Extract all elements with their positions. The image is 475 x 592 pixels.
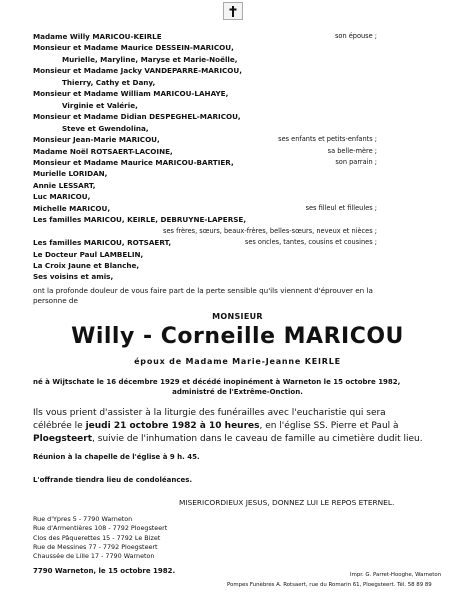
offrande-line: L'offrande tiendra lieu de condoléances. <box>33 476 193 484</box>
family-member-name: Annie LESSART, <box>33 180 96 190</box>
family-member-name: Madame Noël ROTSAERT-LACOINE, <box>33 146 173 156</box>
funeral-text: célébrée le <box>33 421 86 431</box>
deceased-name: Willy - Corneille MARICOU <box>71 324 404 349</box>
birth-line: né à Wijtschate le 16 décembre 1929 et décédé inopinément à Warneton le 15 octobre 1982, <box>33 378 401 386</box>
funeral-place: Ploegsteert <box>33 434 93 444</box>
cross-icon <box>223 2 243 20</box>
funeral-home-credit: Pompes Funèbres A. Rotsaert, rue du Romarin 61, Ploegsteert. Tél. 58 89 89 <box>227 582 432 588</box>
title-monsieur: MONSIEUR <box>212 312 263 321</box>
family-member-name: Ses voisins et amis, <box>33 272 114 282</box>
family-member-name: Virginie et Valérie, <box>62 100 138 110</box>
family-member-name: La Croix Jaune et Blanche, <box>33 261 140 270</box>
funeral-church: , en l'église SS. Pierre et Paul à <box>259 421 399 431</box>
printer-credit: Impr. G. Parret-Hooghe, Warneton <box>350 572 442 578</box>
family-relation: son épouse ; <box>334 32 377 40</box>
family-member-name: Les familles MARICOU, ROTSAERT, <box>33 238 172 248</box>
prayer-line: MISERICORDIEUX JESUS, DONNEZ LUI LE REPOS ETERNEL. <box>179 498 395 507</box>
family-member-name: Murielle LORIDAN, <box>33 169 108 179</box>
family-relation: ses oncles, tantes, cousins et cousines ; <box>244 238 377 247</box>
family-member-name: Les familles MARICOU, KEIRLE, DEBRUYNE-LAPERSE, <box>33 215 247 225</box>
address-line: Clos des Pâquerettes 15 - 7792 Le Bizet <box>33 533 161 542</box>
family-member-name: Steve et Gwendolina, <box>62 123 149 133</box>
family-member-name: Monsieur et Madame Maurice DESSEIN-MARICOU, <box>33 43 234 53</box>
family-member-name: Monsieur Jean-Marie MARICOU, <box>33 135 160 145</box>
address-line: Rue d'Ypres 5 - 7790 Warneton <box>33 515 133 523</box>
address-line: Chaussée de Lille 17 - 7790 Warneton <box>33 552 155 561</box>
announcement-line-2: personne de <box>33 296 78 305</box>
date-place-line: 7790 Warneton, le 15 octobre 1982. <box>33 567 176 575</box>
spouse-line: époux de Madame Marie-Jeanne KEIRLE <box>134 357 341 366</box>
funeral-paragraph-line-2 <box>33 420 399 433</box>
family-member-name: Luc MARICOU, <box>33 192 91 202</box>
sacrament-line: administré de l'Extrême-Onction. <box>172 388 303 396</box>
family-member-name: Murielle, Maryline, Maryse et Marie-Noëlle, <box>62 54 238 64</box>
announcement-line-1: ont la profonde douleur de vous faire part de la perte sensible qu'ils viennent d'éprouver en la <box>33 286 373 295</box>
family-member-name: Le Docteur Paul LAMBELIN, <box>33 249 144 259</box>
family-member-name: Madame Willy MARICOU-KEIRLE <box>33 32 162 41</box>
funeral-paragraph-line-1: Ils vous prient d'assister à la liturgie des funérailles avec l'eucharistie qui sera <box>33 408 386 418</box>
family-relation: son parrain ; <box>335 157 377 166</box>
funeral-burial: , suivie de l'inhumation dans le caveau de famille au cimetière dudit lieu. <box>92 434 423 444</box>
family-relation: sa belle-mère ; <box>327 146 377 155</box>
address-line: Rue d'Armentières 108 - 7792 Ploegsteert <box>33 524 168 533</box>
family-relation: ses filleul et filleules ; <box>305 203 377 212</box>
family-relation: ses frères, sœurs, beaux-frères, belles-sœurs, neveux et nièces ; <box>163 226 377 235</box>
family-member-name: Monsieur et Madame Maurice MARICOU-BARTIER, <box>33 157 234 167</box>
family-member-name: Monsieur et Madame Jacky VANDEPARRE-MARICOU, <box>33 66 242 76</box>
family-relation: ses enfants et petits-enfants ; <box>278 135 377 144</box>
reunion-line: Réunion à la chapelle de l'église à 9 h. 45. <box>33 453 200 461</box>
funeral-date-time: jeudi 21 octobre 1982 à 10 heures <box>85 421 260 431</box>
address-line: Rue de Messines 77 - 7792 Ploegsteert <box>33 542 158 551</box>
family-member-name: Monsieur et Madame Didian DESPEGHEL-MARICOU, <box>33 112 241 122</box>
funeral-paragraph-line-3 <box>33 433 423 446</box>
family-member-name: Thierry, Cathy et Dany, <box>62 77 156 87</box>
family-member-name: Michelle MARICOU, <box>33 203 111 213</box>
family-member-name: Monsieur et Madame William MARICOU-LAHAYE, <box>33 89 229 99</box>
